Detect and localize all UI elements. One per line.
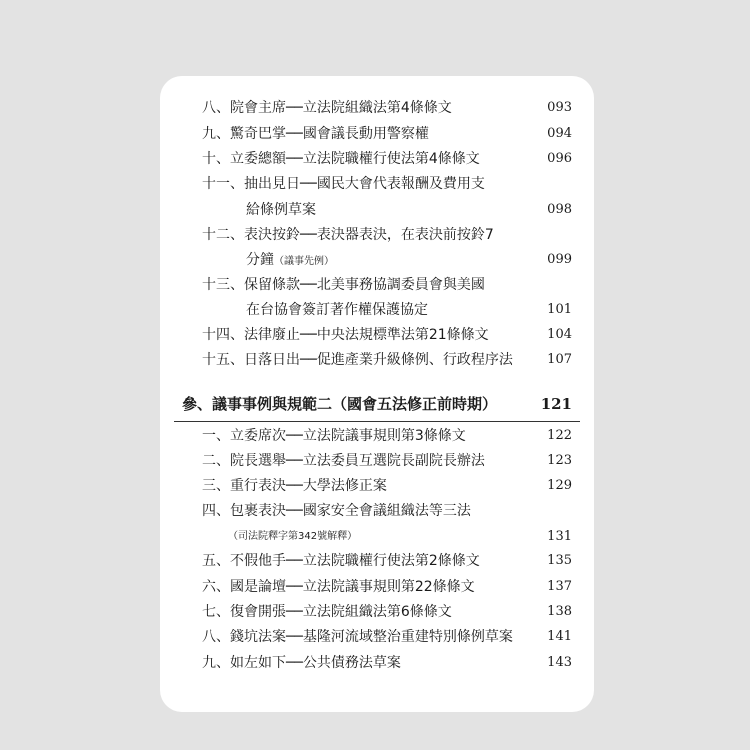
toc-entry-page: 135 — [547, 553, 572, 568]
toc-entry-title: 七、復會開張──立法院組織法第6條條文 — [202, 604, 452, 620]
toc-entry-title: 十、立委總額──立法院職權行使法第4條條文 — [202, 151, 480, 167]
toc-entry-title: 十一、抽出見日──國民大會代表報酬及費用支 — [202, 176, 485, 192]
toc-entry-page: 099 — [547, 252, 572, 267]
toc-entry-page: 101 — [547, 302, 572, 317]
toc-entry-page: 104 — [547, 327, 572, 342]
toc-entry-page: 096 — [547, 151, 572, 166]
toc-entry-page: 093 — [547, 100, 572, 115]
section-title: 參、議事事例與規範二（國會五法修正前時期） — [182, 395, 498, 413]
toc-entry-title: 十三、保留條款──北美事務協調委員會與美國 — [202, 277, 485, 293]
toc-entry-title: 四、包裹表決──國家安全會議組織法等三法 — [202, 503, 471, 519]
toc-entry-page: 122 — [547, 428, 572, 443]
toc-entry-title: 十四、法律廢止──中央法規標準法第21條條文 — [202, 327, 489, 343]
toc-entry-page: 138 — [547, 604, 572, 619]
toc-entry-note: （議事先例） — [274, 256, 334, 267]
toc-entry-title: 九、驚奇巴掌──國會議長動用警察權 — [202, 126, 429, 142]
toc-entry-page: 098 — [547, 202, 572, 217]
toc-entry-title: 十二、表決按鈴──表決器表決，在表決前按鈴7 — [202, 227, 494, 243]
toc-entry-title: 給條例草案 — [246, 202, 316, 218]
toc-entry-title: 一、立委席次──立法院議事規則第3條條文 — [202, 428, 466, 444]
toc-entry-title: 二、院長選舉──立法委員互選院長副院長辦法 — [202, 453, 485, 469]
toc-entry-title: 在台協會簽訂著作權保護協定 — [246, 302, 428, 318]
book-page — [160, 76, 594, 712]
toc-entry-title-wrap — [246, 249, 334, 273]
toc-entry-title: 五、不假他手──立法院職權行使法第2條條文 — [202, 553, 480, 569]
toc-entry-title: 九、如左如下──公共債務法草案 — [202, 655, 401, 671]
section-divider — [174, 421, 580, 422]
toc-entry-page: 107 — [547, 352, 572, 367]
section-page: 121 — [540, 395, 572, 413]
toc-entry-title: 十五、日落日出──促進產業升級條例、行政程序法 — [202, 352, 513, 368]
toc-entry-page: 131 — [547, 529, 572, 544]
toc-entry-page: 141 — [547, 629, 572, 644]
toc-entry-page: 094 — [547, 126, 572, 141]
toc-entry-page: 129 — [547, 478, 572, 493]
toc-entry-title: 三、重行表決──大學法修正案 — [202, 478, 387, 494]
toc-entry-page: 123 — [547, 453, 572, 468]
toc-entry-title: 八、院會主席──立法院組織法第4條條文 — [202, 100, 452, 116]
toc-entry-page: 137 — [547, 579, 572, 594]
toc-entry-title: 八、錢坑法案──基隆河流域整治重建特別條例草案 — [202, 629, 513, 645]
toc-entry-title: 分鐘 — [246, 252, 274, 268]
toc-entry-title: 六、國是論壇──立法院議事規則第22條條文 — [202, 579, 475, 595]
toc-entry-note: （司法院釋字第342號解釋） — [228, 531, 358, 542]
toc-entry-page: 143 — [547, 655, 572, 670]
